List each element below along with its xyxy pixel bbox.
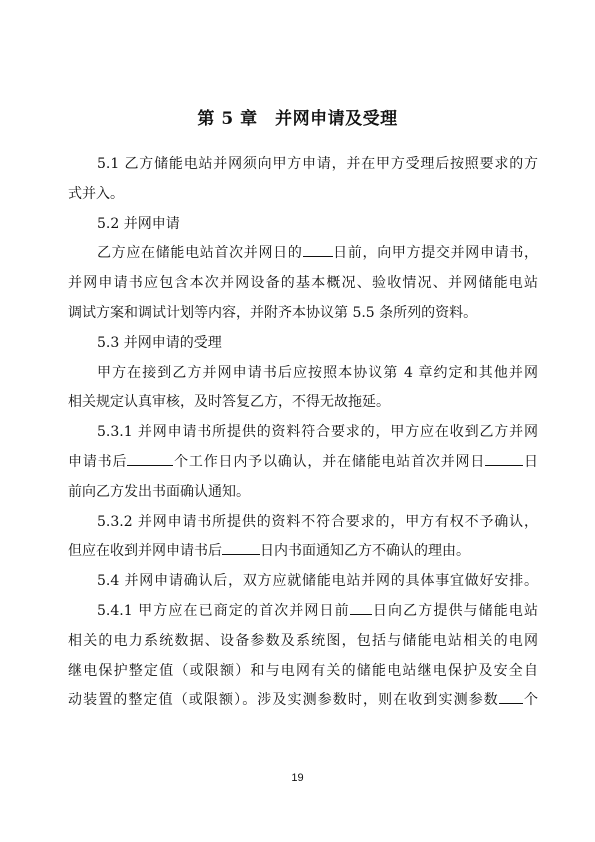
fill-in-blank[interactable] xyxy=(222,540,260,555)
text-run: 调试方案和调试计划等内容，并附齐本协议第 5.5 条所列的资料。 xyxy=(68,304,478,321)
text-run: 5.2 并网申请 xyxy=(97,215,180,232)
fill-in-blank[interactable] xyxy=(127,451,173,466)
text-run: 相关规定认真审核，及时答复乙方，不得无故拖延。 xyxy=(68,394,390,411)
paragraph-5-1-line-2 xyxy=(68,180,538,210)
fill-in-blank[interactable] xyxy=(303,242,333,257)
fill-in-blank[interactable] xyxy=(485,451,523,466)
paragraph-5-4-1-line-4 xyxy=(68,686,538,716)
paragraph-5-4 xyxy=(68,567,538,597)
text-run: 并网申请书应包含本次并网设备的基本概况、验收情况、并网储能电站 xyxy=(68,275,538,292)
paragraph-5-4-1-line-1 xyxy=(68,597,538,627)
text-run: 日向乙方提供与储能电站 xyxy=(371,602,538,619)
text-run: 个工作日内予以确认，并在储能电站首次并网日 xyxy=(173,453,486,470)
text-run: 动装置的整定值（或限额）。涉及实测参数时，则在收到实测参数 xyxy=(68,692,499,709)
text-run: 申请书后 xyxy=(68,453,128,470)
text-run: 个 xyxy=(522,692,538,709)
paragraph-5-4-1-line-3 xyxy=(68,657,538,687)
text-run: 5.3 并网申请的受理 xyxy=(97,334,222,351)
text-run: 5.4.1 甲方应在已商定的首次并网日前 xyxy=(97,602,350,619)
text-run: 日 xyxy=(523,453,538,470)
text-run: 5.3.2 并网申请书所提供的资料不符合要求的，甲方有权不予确认， xyxy=(97,513,538,530)
section-heading-5-2 xyxy=(68,210,538,240)
text-run: 相关的电力系统数据、设备参数及系统图，包括与储能电站相关的电网 xyxy=(68,632,538,649)
paragraph-5-4-1-line-2 xyxy=(68,627,538,657)
paragraph-5-3-2-line-1 xyxy=(68,508,538,538)
text-run: 日前，向甲方提交并网申请书， xyxy=(332,245,538,262)
paragraph-5-3-line-1 xyxy=(68,359,538,389)
text-run: 甲方在接到乙方并网申请书后应按照本协议第 4 章约定和其他并网 xyxy=(97,364,538,381)
paragraph-5-2-line-2 xyxy=(68,269,538,299)
text-run: 5.1 乙方储能电站并网须向甲方申请，并在甲方受理后按照要求的方 xyxy=(97,156,538,172)
paragraph-5-3-1-line-3 xyxy=(68,478,538,508)
paragraph-5-3-1-line-1 xyxy=(68,418,538,448)
page-number: 19 xyxy=(291,772,304,784)
chapter-title: 第 5 章 并网申请及受理 xyxy=(197,109,398,129)
paragraph-5-3-2-line-2 xyxy=(68,537,538,567)
document-body xyxy=(68,150,538,716)
paragraph-5-3-1-line-2 xyxy=(68,448,538,478)
text-run: 继电保护整定值（或限额）和与电网有关的储能电站继电保护及安全自 xyxy=(68,662,538,679)
fill-in-blank[interactable] xyxy=(499,689,523,704)
text-run: 前向乙方发出书面确认通知。 xyxy=(68,483,250,500)
text-run: 式并入。 xyxy=(68,185,124,202)
text-run: 5.4 并网申请确认后，双方应就储能电站并网的具体事宜做好安排。 xyxy=(97,573,538,590)
paragraph-5-1-line-1 xyxy=(68,150,538,180)
fill-in-blank[interactable] xyxy=(350,600,372,615)
text-run: 5.3.1 并网申请书所提供的资料符合要求的，甲方应在收到乙方并网 xyxy=(97,424,538,441)
section-heading-5-3 xyxy=(68,329,538,359)
text-run: 但应在收到并网申请书后 xyxy=(68,543,222,560)
text-run: 日内书面通知乙方不确认的理由。 xyxy=(260,543,470,560)
paragraph-5-2-line-1 xyxy=(68,239,538,269)
text-run: 乙方应在储能电站首次并网日的 xyxy=(97,245,303,262)
paragraph-5-3-line-2 xyxy=(68,388,538,418)
paragraph-5-2-line-3 xyxy=(68,299,538,329)
